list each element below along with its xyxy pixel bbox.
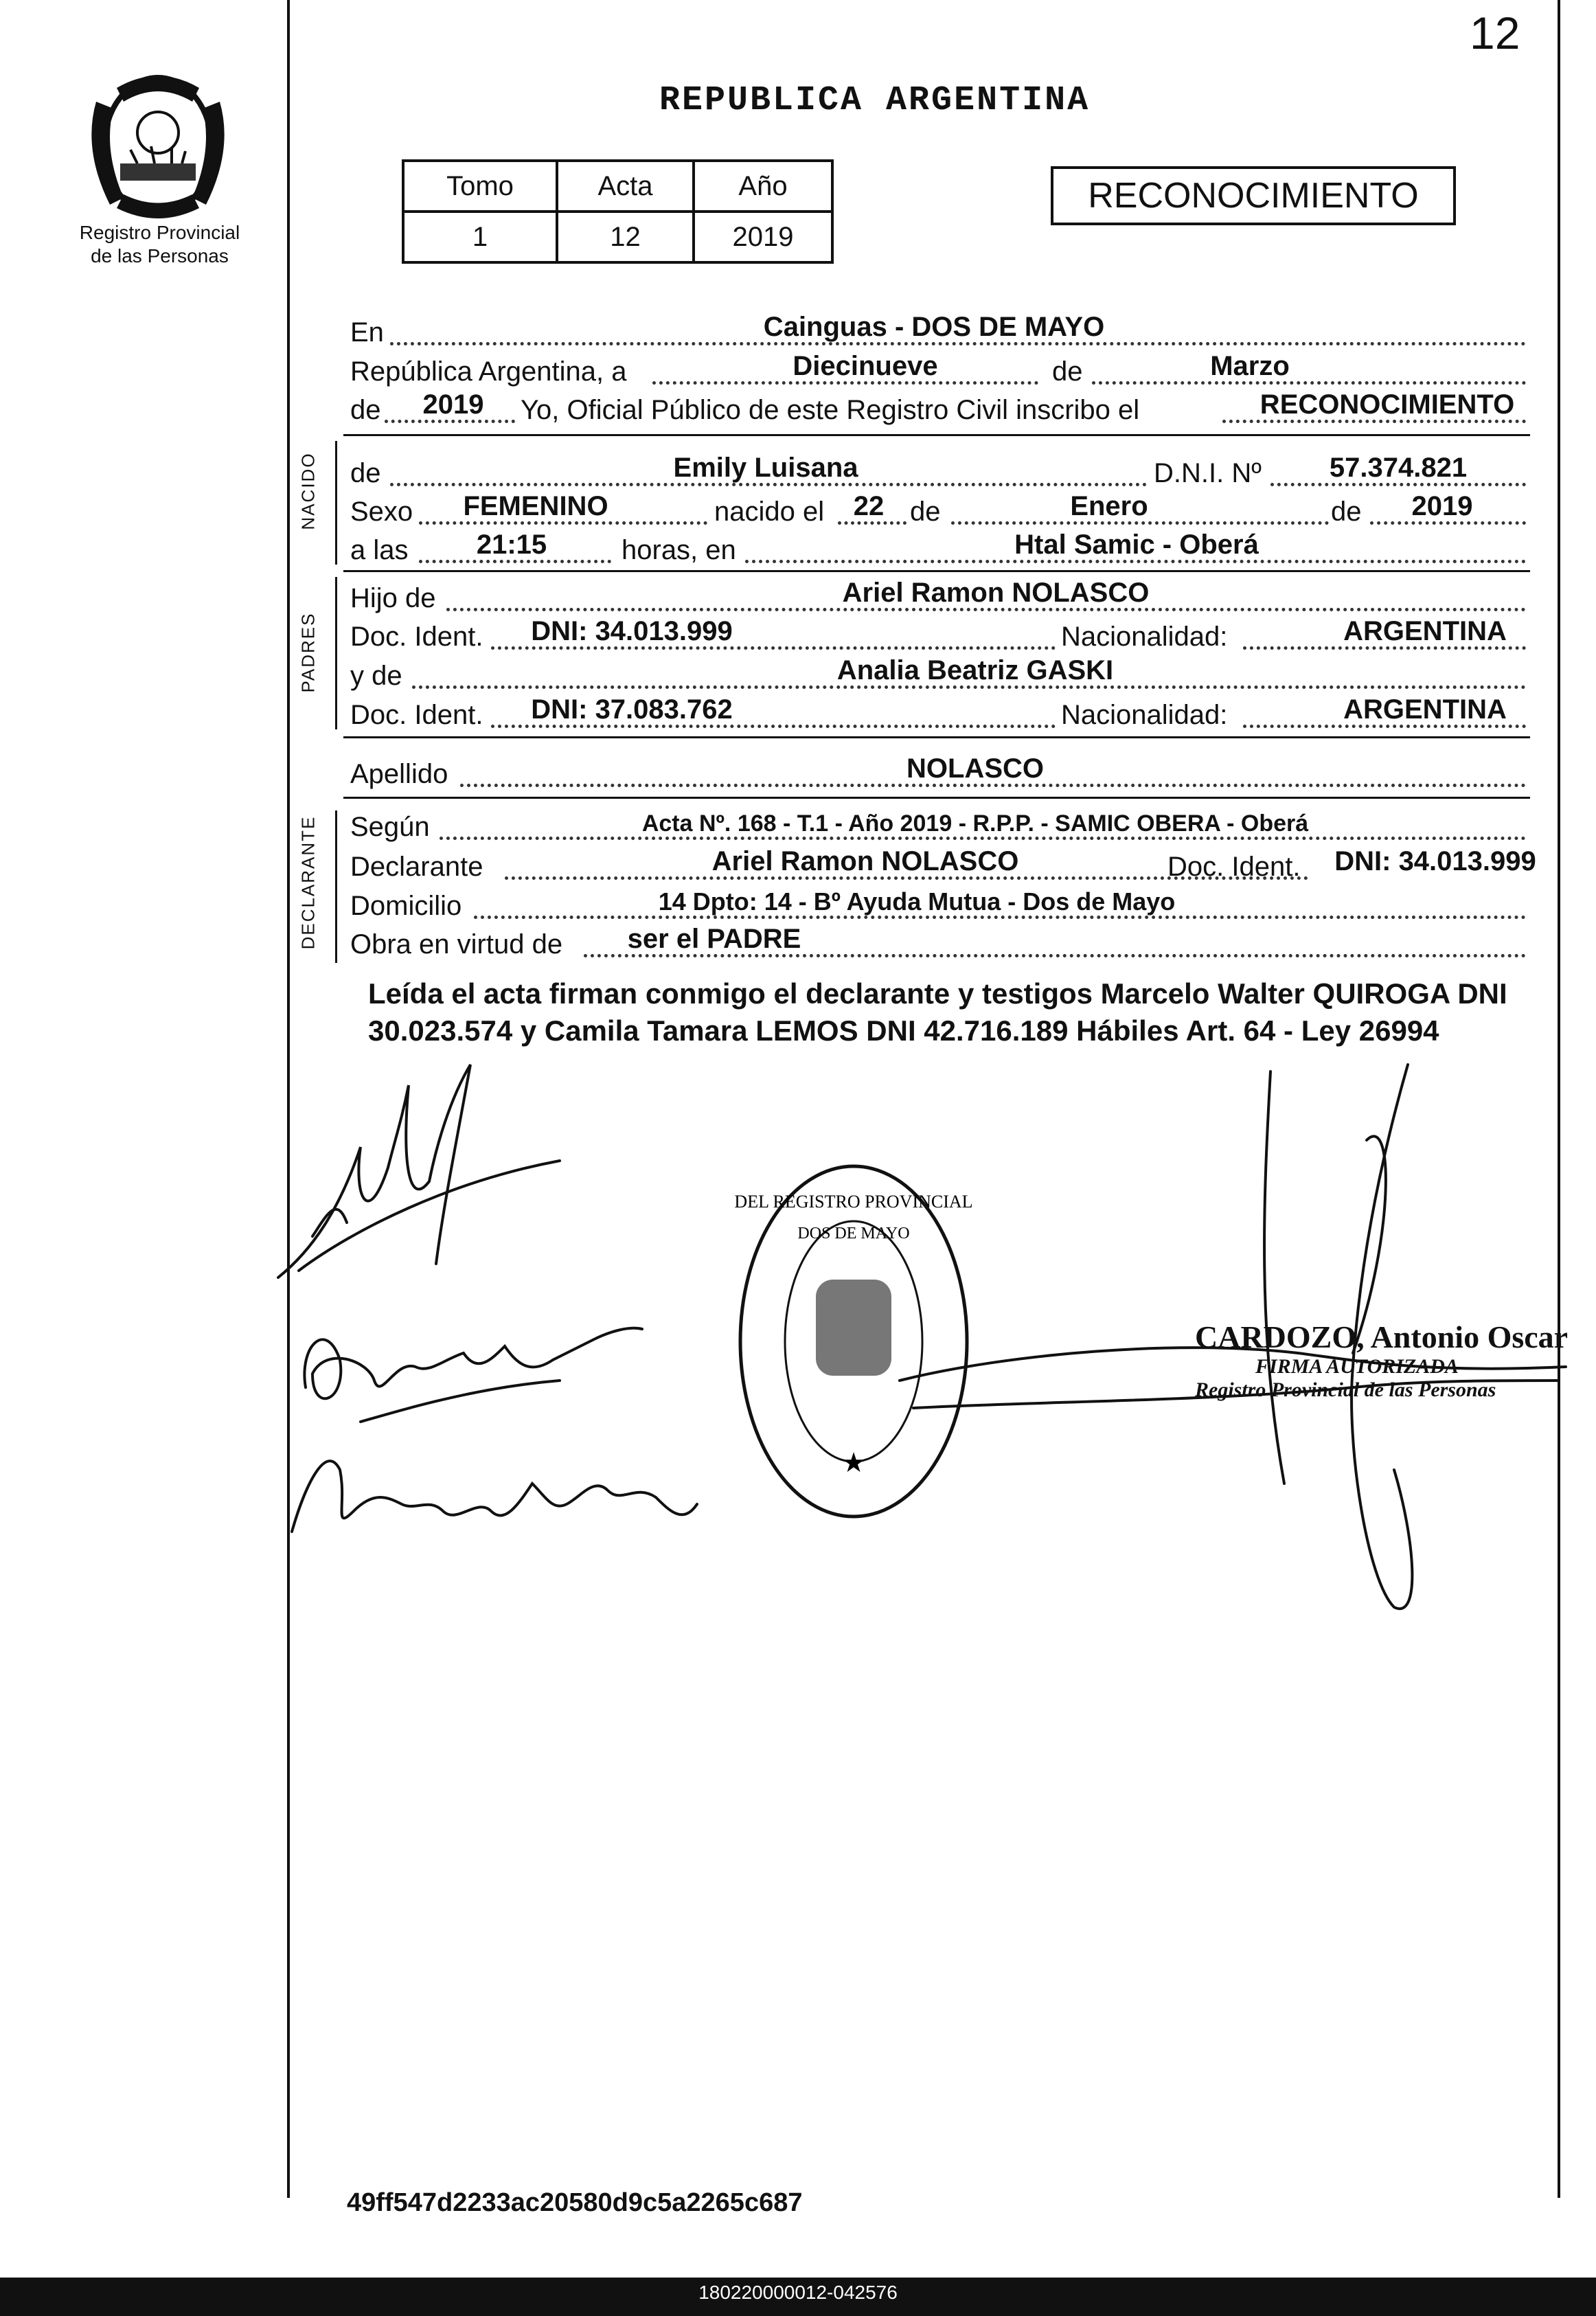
registry-value-acta: 12 <box>557 212 694 262</box>
logo-caption-line-2: de las Personas <box>91 245 229 266</box>
label-de-mes: de <box>910 497 941 527</box>
witness-signatures <box>271 1058 752 1552</box>
act-type-box: RECONOCIMIENTO <box>1051 166 1456 225</box>
value-domicilio: 14 Dpto: 14 - Bº Ayuda Mutua - Dos de Mayo <box>658 887 1176 916</box>
row-hora <box>350 530 1526 569</box>
row-nombre <box>350 453 1526 492</box>
closing-statement: Leída el acta firman conmigo el declarante y testigos Marcelo Walter QUIROGA DNI 30.023.574 y Camila Tamara LEMOS DNI 42.716.189 Hábiles Art. 64 - Ley 26994 <box>368 977 1507 1047</box>
page-number: 12 <box>1470 8 1520 58</box>
label-doc-declarante: Doc. Ident. <box>1167 852 1301 882</box>
value-nombre: Emily Luisana <box>673 453 858 483</box>
row-domicilio <box>350 886 1526 924</box>
row-segun <box>350 807 1526 845</box>
value-obra: ser el PADRE <box>627 924 801 954</box>
registry-value-anio: 2019 <box>694 212 832 262</box>
value-padre-doc: DNI: 34.013.999 <box>531 616 733 646</box>
label-dni: D.N.I. Nº <box>1154 458 1262 488</box>
value-mes: Marzo <box>1210 351 1290 381</box>
value-dia: Diecinueve <box>793 351 938 381</box>
registry-header-row <box>403 161 832 212</box>
misiones-emblem-logo <box>69 60 247 232</box>
row-padre-doc <box>350 617 1526 655</box>
value-declarante: Ariel Ramon NOLASCO <box>711 846 1019 876</box>
label-republica: República Argentina, a <box>350 356 627 387</box>
value-lugar: Cainguas - DOS DE MAYO <box>763 312 1105 342</box>
footer-code: 180220000012-042576 <box>698 2282 898 2303</box>
label-de: de <box>1052 356 1083 387</box>
value-anio: 2019 <box>422 389 484 420</box>
value-madre: Analia Beatriz GASKI <box>836 655 1114 685</box>
value-nac-mes: Enero <box>1070 491 1148 521</box>
label-sexo: Sexo <box>350 497 413 527</box>
label-de-nombre: de <box>350 458 381 488</box>
value-padre-nac: ARGENTINA <box>1343 616 1507 646</box>
value-hora: 21:15 <box>476 530 547 560</box>
official-office: Registro Provincial de las Personas <box>1195 1378 1496 1401</box>
registry-header-tomo: Tomo <box>403 161 557 212</box>
section-nacido: NACIDO <box>297 452 319 530</box>
row-obra <box>350 924 1526 963</box>
registry-value-tomo: 1 <box>403 212 557 262</box>
label-doc-madre: Doc. Ident. <box>350 700 483 730</box>
value-madre-doc: DNI: 37.083.762 <box>531 694 733 725</box>
value-sexo: FEMENINO <box>463 491 608 521</box>
row-apellido <box>350 754 1526 793</box>
row-lugar <box>350 313 1526 351</box>
label-yde: y de <box>350 661 402 691</box>
label-apellido: Apellido <box>350 759 448 789</box>
divider-2 <box>343 570 1530 572</box>
document-heading: REPUBLICA ARGENTINA <box>659 81 1091 120</box>
section-declarante: DECLARANTE <box>297 815 319 950</box>
divider-1 <box>343 434 1530 436</box>
registry-header-anio: Año <box>694 161 832 212</box>
svg-text:DEL REGISTRO PROVINCIAL: DEL REGISTRO PROVINCIAL <box>734 1192 973 1212</box>
official-role: FIRMA AUTORIZADA <box>1255 1355 1459 1378</box>
logo-caption-line-1: Registro Provincial <box>79 222 240 243</box>
label-en: En <box>350 317 384 348</box>
label-horas: horas, en <box>622 535 736 565</box>
label-segun: Según <box>350 812 430 842</box>
registry-table <box>402 159 834 264</box>
label-alas: a las <box>350 535 409 565</box>
document-hash: 49ff547d2233ac20580d9c5a2265c687 <box>347 2188 803 2217</box>
row-padre <box>350 578 1526 617</box>
label-declarante: Declarante <box>350 852 483 882</box>
svg-text:★: ★ <box>841 1447 866 1479</box>
row-acto <box>350 390 1526 429</box>
value-declarante-doc: DNI: 34.013.999 <box>1334 846 1536 876</box>
official-name: CARDOZO, Antonio Oscar <box>1195 1319 1569 1354</box>
official-stamp <box>1195 1319 1568 1402</box>
registry-header-acta: Acta <box>557 161 694 212</box>
label-nacido: nacido el <box>714 497 825 527</box>
divider-4 <box>343 797 1530 799</box>
label-de-anio-nac: de <box>1331 497 1362 527</box>
value-nac-dia: 22 <box>853 491 885 521</box>
label-domicilio: Domicilio <box>350 891 462 921</box>
row-madre-doc <box>350 695 1526 734</box>
value-madre-nac: ARGENTINA <box>1343 694 1507 725</box>
label-nac-madre: Nacionalidad: <box>1061 700 1228 730</box>
svg-text:DOS DE MAYO: DOS DE MAYO <box>797 1225 910 1242</box>
registry-value-row <box>403 212 832 262</box>
section-padres: PADRES <box>297 612 319 693</box>
label-nac-padre: Nacionalidad: <box>1061 622 1228 652</box>
value-dni: 57.374.821 <box>1329 453 1468 483</box>
divider-3 <box>343 736 1530 738</box>
value-nac-anio: 2019 <box>1411 491 1473 521</box>
row-declarante <box>350 846 1536 885</box>
label-yo: Yo, Oficial Público de este Registro Civil inscribo el <box>521 395 1140 425</box>
label-doc-padre: Doc. Ident. <box>350 622 483 652</box>
row-madre <box>350 656 1526 694</box>
label-de-anio: de <box>350 395 381 425</box>
value-segun: Acta Nº. 168 - T.1 - Año 2019 - R.P.P. - SAMIC OBERA - Oberá <box>641 810 1309 837</box>
value-lugar-nac: Htal Samic - Oberá <box>1014 530 1259 560</box>
logo-caption <box>65 221 254 268</box>
value-padre: Ariel Ramon NOLASCO <box>842 578 1150 608</box>
row-fecha <box>350 352 1526 390</box>
label-hijo: Hijo de <box>350 583 436 613</box>
value-apellido: NOLASCO <box>907 753 1044 784</box>
row-sexo <box>350 492 1526 530</box>
label-obra: Obra en virtud de <box>350 929 563 960</box>
value-acto: RECONOCIMIENTO <box>1259 389 1515 420</box>
